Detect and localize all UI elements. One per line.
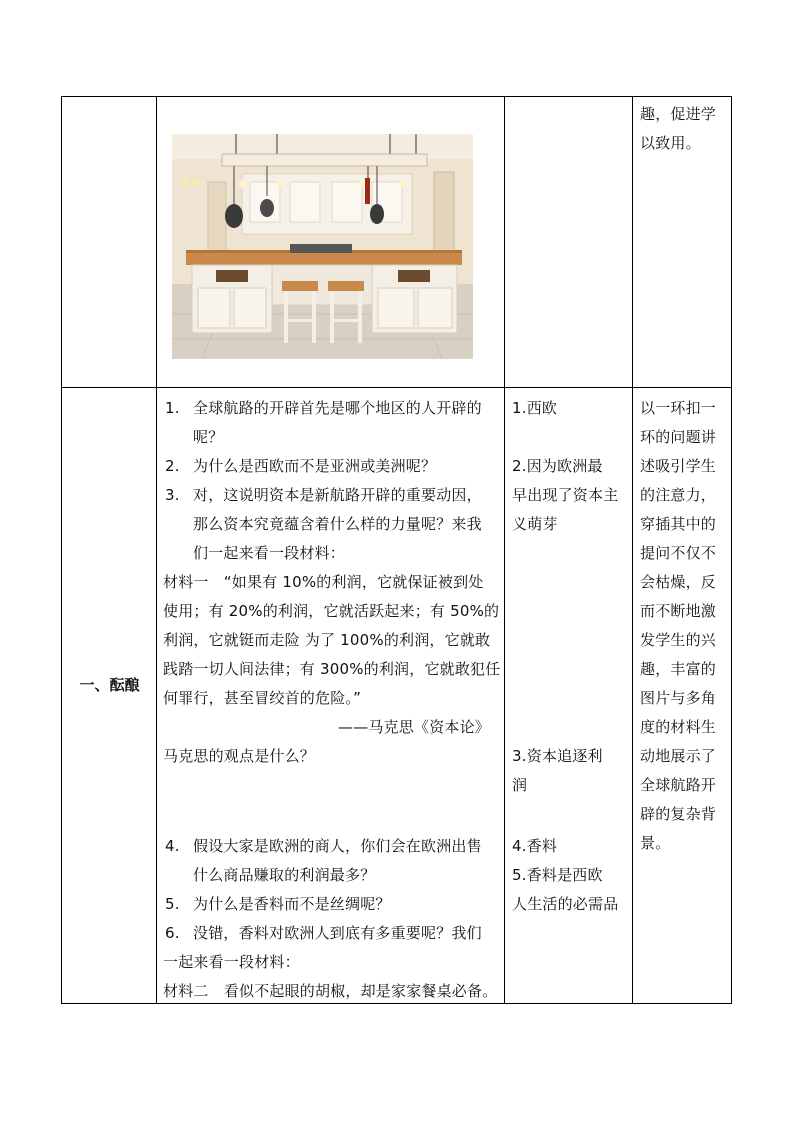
- purpose-line: 以致用。: [640, 134, 701, 152]
- purpose-line: 发学生的兴: [640, 631, 717, 649]
- purpose-line: 的注意力，: [640, 486, 717, 504]
- question-number: 3.: [165, 486, 180, 504]
- question-text: 呢？: [193, 428, 224, 446]
- question-text: 那么资本究竟蕴含着什么样的力量呢？来我: [193, 515, 482, 533]
- student-answer: 2.因为欧洲最: [512, 457, 603, 475]
- student-answer: 5.香料是西欧: [512, 866, 603, 884]
- column-divider: [504, 97, 505, 1003]
- column-divider: [156, 97, 157, 1003]
- material-source: ——马克思《资本论》: [338, 718, 491, 736]
- section-label: 一、酝酿: [79, 676, 140, 694]
- question-text: 什么商品赚取的利润最多？: [193, 866, 376, 884]
- question-number: 6.: [165, 924, 180, 942]
- purpose-line: 提问不仅不: [640, 544, 717, 562]
- question-text: 为什么是香料而不是丝绸呢？: [193, 895, 391, 913]
- lesson-plan-table: [61, 96, 732, 1004]
- purpose-line: 动地展示了: [640, 747, 717, 765]
- question-text: 一起来看一段材料：: [163, 953, 300, 971]
- student-answer: 早出现了资本主: [512, 486, 619, 504]
- student-answer: 1.西欧: [512, 399, 558, 417]
- question-text: 没错，香料对欧洲人到底有多重要呢？我们: [193, 924, 482, 942]
- purpose-line: 景。: [640, 834, 671, 852]
- material-text: 何罪行，甚至冒绞首的危险。”: [163, 689, 362, 707]
- student-answer: 4.香料: [512, 837, 558, 855]
- purpose-line: 述吸引学生: [640, 457, 717, 475]
- purpose-line: 穿插其中的: [640, 515, 717, 533]
- question-number: 4.: [165, 837, 180, 855]
- student-answer: 义萌芽: [512, 515, 558, 533]
- row-divider: [62, 387, 731, 388]
- question-text: 马克思的观点是什么？: [163, 747, 316, 765]
- question-number: 5.: [165, 895, 180, 913]
- purpose-line: 会枯燥，反: [640, 573, 717, 591]
- purpose-line: 图片与多角: [640, 689, 717, 707]
- material-text: 利润，它就铤而走险 为了 100%的利润，它就敢: [163, 631, 491, 649]
- purpose-line: 趣，促进学: [640, 105, 717, 123]
- purpose-line: 度的材料生: [640, 718, 717, 736]
- purpose-line: 以一环扣一: [640, 399, 717, 417]
- material-text: 材料一 “如果有 10%的利润，它就保证被到处: [163, 573, 484, 591]
- question-text: 全球航路的开辟首先是哪个地区的人开辟的: [193, 399, 482, 417]
- question-text: 假设大家是欧洲的商人，你们会在欧洲出售: [193, 837, 482, 855]
- student-answer: 3.资本追逐利: [512, 747, 603, 765]
- column-divider: [632, 97, 633, 1003]
- student-answer: 润: [512, 776, 528, 794]
- question-text: 们一起来看一段材料：: [193, 544, 346, 562]
- material-text: 践踏一切人间法律；有 300%的利润，它就敢犯任: [163, 660, 501, 678]
- question-text: 为什么是西欧而不是亚洲或美洲呢？: [193, 457, 437, 475]
- purpose-line: 趣，丰富的: [640, 660, 717, 678]
- material-text: 材料二 看似不起眼的胡椒，却是家家餐桌必备。: [163, 982, 498, 1000]
- purpose-line: 全球航路开: [640, 776, 717, 794]
- purpose-line: 而不断地激: [640, 602, 717, 620]
- question-text: 对，这说明资本是新航路开辟的重要动因，: [193, 486, 482, 504]
- kitchen-photo: [172, 134, 473, 359]
- question-number: 1.: [165, 399, 180, 417]
- purpose-line: 辟的复杂背: [640, 805, 717, 823]
- question-number: 2.: [165, 457, 180, 475]
- student-answer: 人生活的必需品: [512, 895, 619, 913]
- material-text: 使用；有 20%的利润，它就活跃起来；有 50%的: [163, 602, 500, 620]
- purpose-line: 环的问题讲: [640, 428, 717, 446]
